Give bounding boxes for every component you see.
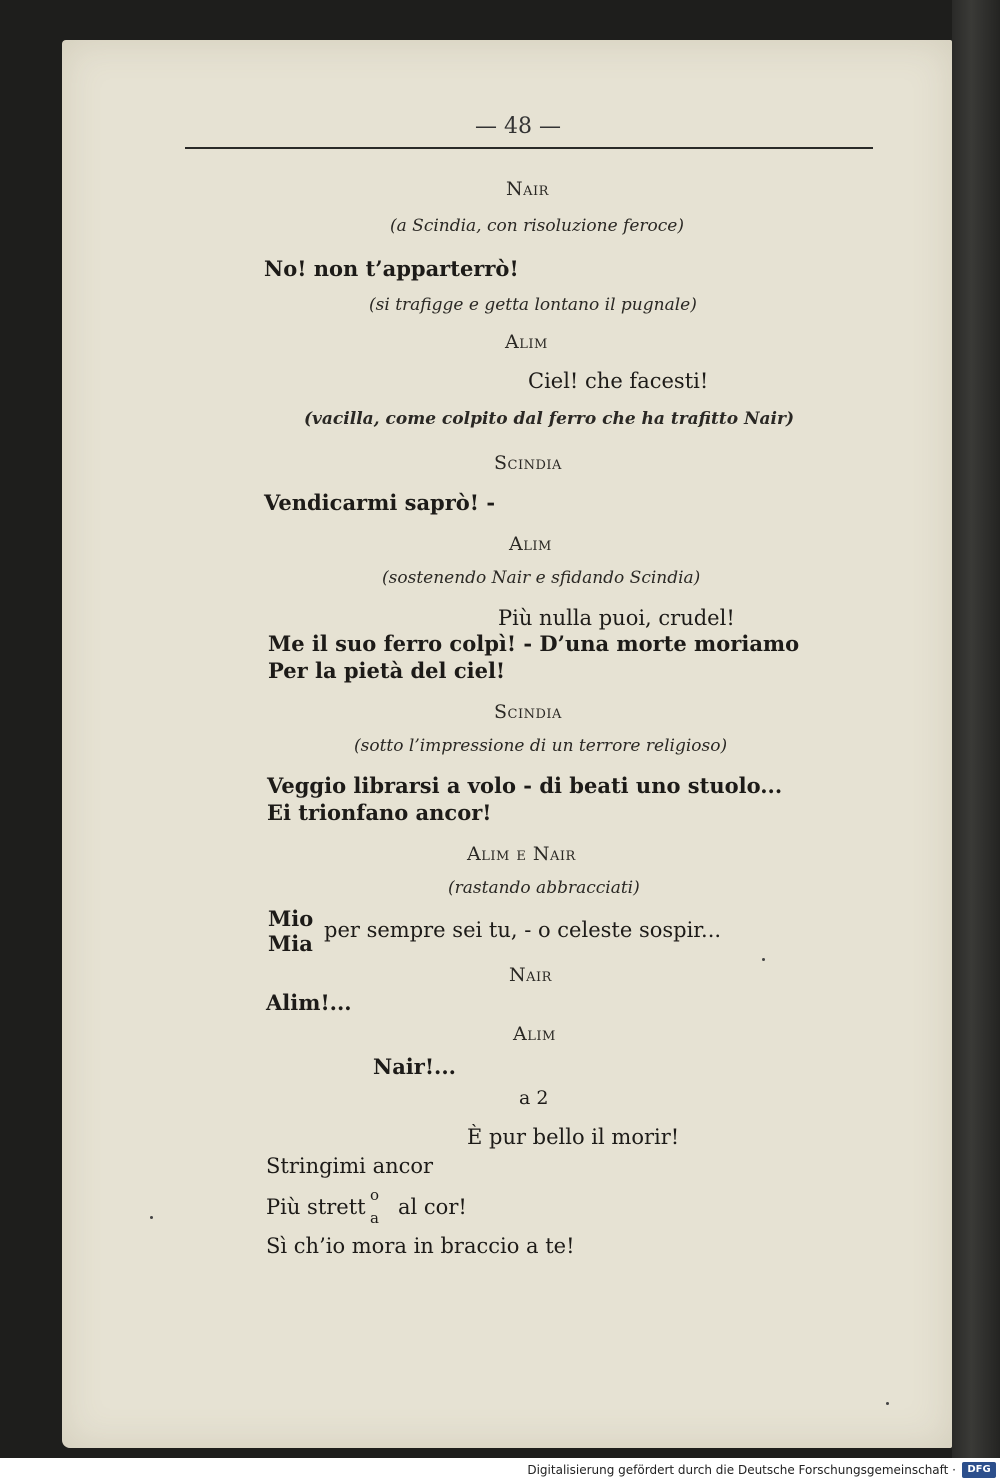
speaker-nair: Nair xyxy=(509,964,552,986)
verse-line: Ciel! che facesti! xyxy=(528,369,709,393)
verse-line: Più nulla puoi, crudel! xyxy=(498,606,735,630)
footer-credit: Digitalisierung gefördert durch die Deutsche Forschungsgemeinschaft · xyxy=(527,1463,956,1477)
verse-line: al cor! xyxy=(398,1195,467,1219)
verse-line: Vendicarmi saprò! - xyxy=(264,490,496,515)
page-number: — 48 — xyxy=(475,114,561,139)
speaker-scindia: Scindia xyxy=(494,701,562,723)
book-spine xyxy=(952,0,1000,1458)
verse-alt-mia: Mia xyxy=(268,931,313,956)
speaker-scindia: Scindia xyxy=(494,452,562,474)
book-page xyxy=(62,40,952,1448)
verse-line: Sì ch’io mora in braccio a te! xyxy=(266,1234,575,1258)
verse-line: Ei trionfano ancor! xyxy=(267,800,492,825)
stage-direction: (a Scindia, con risoluzione feroce) xyxy=(390,216,684,236)
verse-line: Me il suo ferro colpì! - D’una morte moriamo xyxy=(268,631,800,656)
stage-direction: (rastando abbracciati) xyxy=(448,878,640,898)
verse-line: No! non t’apparterrò! xyxy=(264,256,519,281)
speaker-alim: Alim xyxy=(509,533,552,555)
stage-direction: (sostenendo Nair e sfidando Scindia) xyxy=(382,568,701,588)
verse-line: per sempre sei tu, - o celeste sospir... xyxy=(324,918,722,942)
stage-direction: (vacilla, come colpito dal ferro che ha trafitto Nair) xyxy=(304,409,795,429)
header-rule xyxy=(185,147,873,149)
verse-line: È pur bello il morir! xyxy=(467,1125,680,1149)
paper-speck xyxy=(762,958,765,961)
verse-line: Più strett xyxy=(266,1195,366,1219)
dfg-logo: DFG xyxy=(962,1462,996,1478)
verse-line: Alim!... xyxy=(266,990,352,1015)
stage-direction: (sotto l’impressione di un terrore religioso) xyxy=(354,736,728,756)
footer-bar xyxy=(0,1458,1000,1483)
verse-line: Per la pietà del ciel! xyxy=(268,658,506,683)
speaker-alim: Alim xyxy=(513,1023,556,1045)
paper-speck xyxy=(886,1402,889,1405)
verse-line: Stringimi ancor xyxy=(266,1154,434,1178)
stage-direction: (si trafigge e getta lontano il pugnale) xyxy=(369,295,697,315)
a2-label: a 2 xyxy=(519,1087,549,1109)
speaker-alim: Alim xyxy=(505,331,548,353)
speaker-alim-e-nair: Alim e Nair xyxy=(467,843,576,865)
variant-o: o xyxy=(370,1186,380,1204)
verse-line: Nair!... xyxy=(373,1054,456,1079)
variant-a: a xyxy=(370,1209,379,1227)
speaker-nair: Nair xyxy=(506,178,549,200)
paper-speck xyxy=(150,1216,153,1219)
verse-line: Veggio librarsi a volo - di beati uno stuolo... xyxy=(267,773,783,798)
verse-alt-mio: Mio xyxy=(268,906,314,931)
